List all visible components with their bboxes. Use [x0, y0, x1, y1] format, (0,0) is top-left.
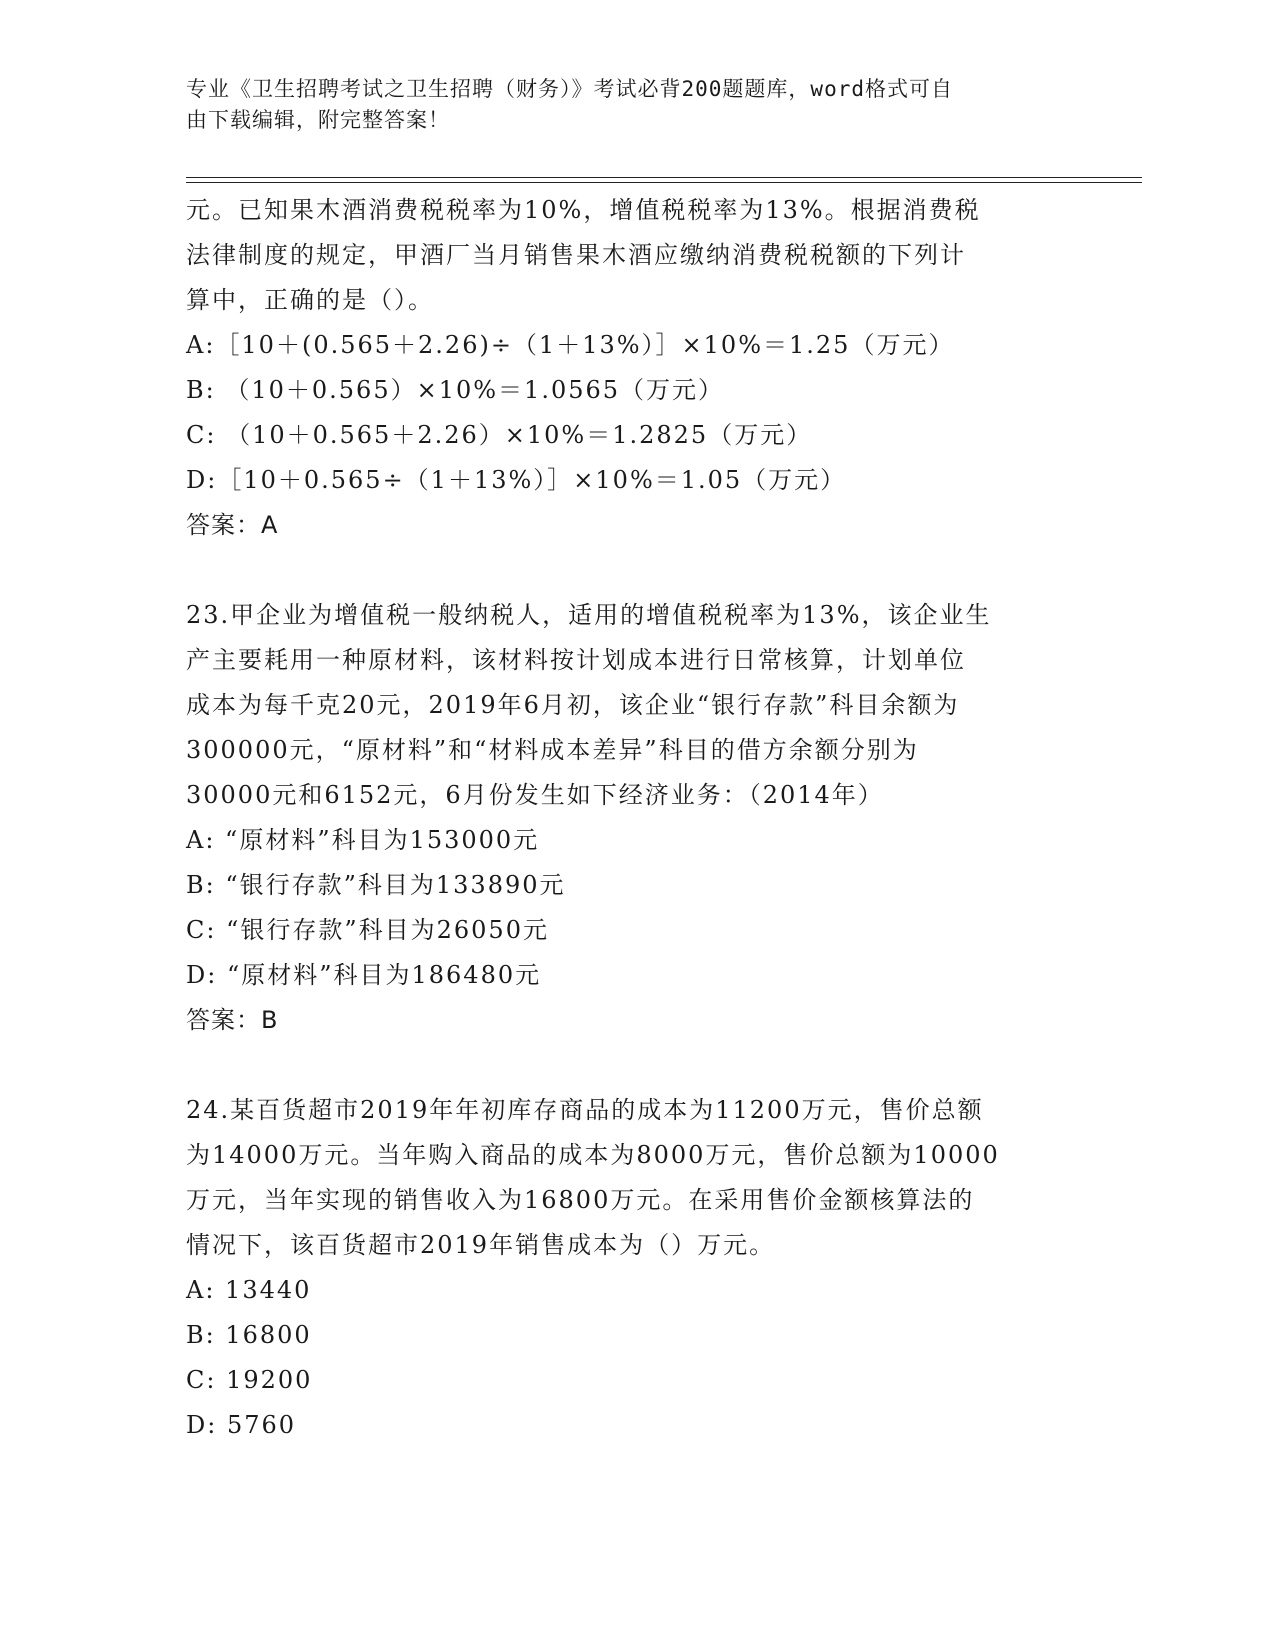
question-spacer: [186, 1043, 1086, 1088]
answer-label: 答案：A: [186, 511, 279, 539]
option-a: A: “原材料”科目为153000元: [186, 826, 540, 854]
option-c: C: （10＋0.565＋2.26）×10%＝1.2825（万元）: [186, 421, 813, 449]
question-stem-line: 法律制度的规定，甲酒厂当月销售果木酒应缴纳消费税税额的下列计: [186, 241, 966, 269]
question-stem-line: 万元，当年实现的销售收入为16800万元。在采用售价金额核算法的: [186, 1186, 975, 1214]
question-stem-line: 产主要耗用一种原材料，该材料按计划成本进行日常核算，计划单位: [186, 646, 966, 674]
option-b: B: （10＋0.565）×10%＝1.0565（万元）: [186, 376, 725, 404]
option-c: C: 19200: [186, 1366, 313, 1394]
document-body: [186, 188, 1086, 1448]
question-24: [186, 1088, 1086, 1448]
header-rule-bottom: [186, 182, 1142, 183]
option-a: A:［10＋(0.565＋2.26)÷（1＋13%）］×10%＝1.25（万元）: [186, 331, 955, 359]
answer-label: 答案：B: [186, 1006, 279, 1034]
question-22: [186, 188, 1086, 548]
option-d: D: 5760: [186, 1411, 297, 1439]
option-d: D: “原材料”科目为186480元: [186, 961, 542, 989]
question-stem-line: 成本为每千克20元，2019年6月初，该企业“银行存款”科目余额为: [186, 691, 960, 719]
question-stem-line: 24.某百货超市2019年年初库存商品的成本为11200万元，售价总额: [186, 1096, 984, 1124]
header-line-2: 由下载编辑，附完整答案！: [186, 108, 450, 132]
question-23: [186, 593, 1086, 1043]
question-stem-line: 算中，正确的是（）。: [186, 286, 434, 314]
option-b: B: 16800: [186, 1321, 312, 1349]
header-line-1: 专业《卫生招聘考试之卫生招聘（财务）》考试必背200题题库，word格式可自: [186, 77, 953, 101]
question-stem-line: 元。已知果木酒消费税税率为10%，增值税税率为13%。根据消费税: [186, 196, 981, 224]
question-stem-line: 30000元和6152元，6月份发生如下经济业务：（2014年）: [186, 781, 884, 809]
option-d: D:［10＋0.565÷（1＋13%）］×10%＝1.05（万元）: [186, 466, 847, 494]
question-stem-line: 300000元，“原材料”和“材料成本差异”科目的借方余额分别为: [186, 736, 919, 764]
question-spacer: [186, 548, 1086, 593]
question-stem-line: 为14000万元。当年购入商品的成本为8000万元，售价总额为10000: [186, 1141, 1000, 1169]
option-c: C: “银行存款”科目为26050元: [186, 916, 549, 944]
option-b: B: “银行存款”科目为133890元: [186, 871, 566, 899]
question-stem-line: 情况下，该百货超市2019年销售成本为（）万元。: [186, 1231, 776, 1259]
question-stem-line: 23.甲企业为增值税一般纳税人，适用的增值税税率为13%，该企业生: [186, 601, 992, 629]
page-header: [186, 74, 1066, 136]
option-a: A: 13440: [186, 1276, 312, 1304]
header-rule-top: [186, 177, 1142, 178]
